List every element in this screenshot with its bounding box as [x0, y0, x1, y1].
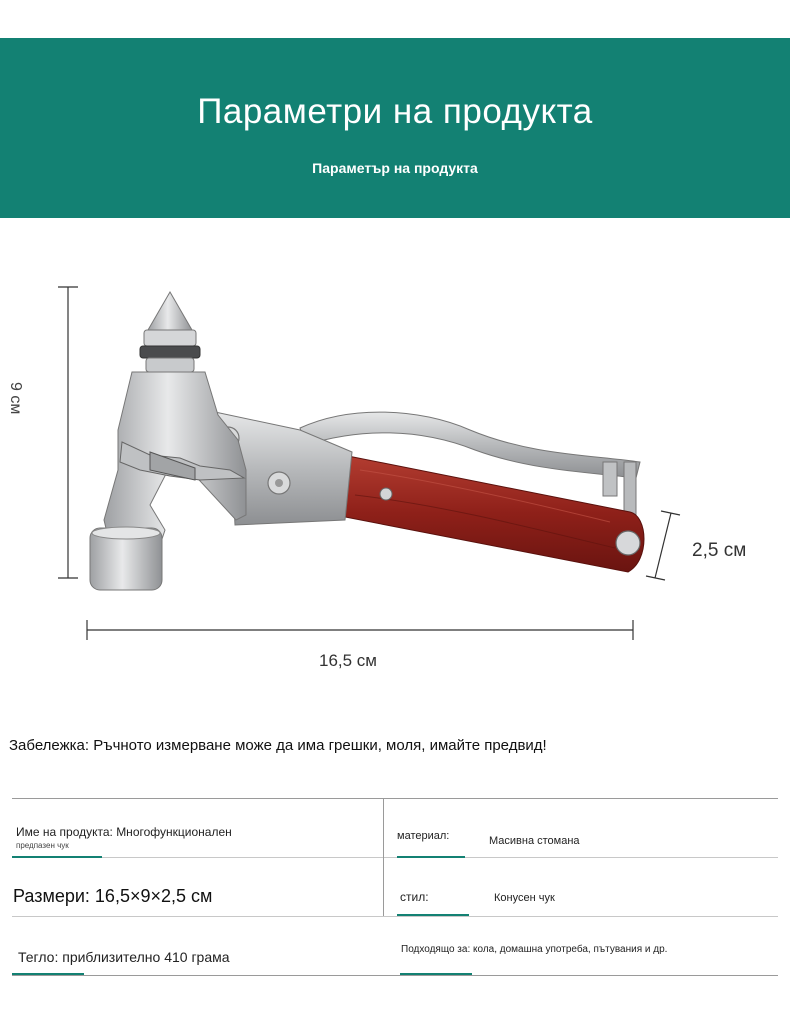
length-dimension-line — [87, 620, 633, 640]
material-value: Масивна стомана — [489, 835, 580, 847]
header-banner — [0, 38, 790, 218]
accent-underline — [12, 973, 84, 975]
suitable-text: Подходящо за: кола, домашна употреба, пътувания и др. — [401, 944, 668, 955]
width-label: 2,5 см — [692, 540, 747, 561]
material-label: материал: — [397, 830, 450, 842]
measurement-note: Забележка: Ръчното измерване може да има грешки, моля, имайте предвид! — [9, 737, 547, 754]
table-bottom-border — [12, 975, 778, 976]
table-row-divider — [12, 857, 778, 858]
width-dimension-line — [646, 511, 680, 580]
banner-subtitle: Параметър на продукта — [312, 160, 478, 176]
style-label: стил: — [400, 890, 429, 904]
dimensions-text: Размери: 16,5×9×2,5 см — [13, 886, 213, 906]
table-top-border — [12, 798, 778, 799]
style-value: Конусен чук — [494, 892, 555, 904]
product-name-line1: Име на продукта: Многофункционален — [16, 825, 232, 839]
hammer-face — [90, 527, 162, 590]
accent-underline — [397, 856, 465, 858]
banner-title: Параметри на продукта — [197, 92, 593, 131]
height-dimension-line — [58, 287, 78, 578]
length-label: 16,5 см — [319, 651, 377, 670]
cone-spike — [140, 292, 200, 372]
pivot-screw — [616, 531, 640, 555]
table-column-divider — [383, 798, 384, 916]
hammer-head — [104, 372, 246, 545]
accent-underline — [400, 973, 472, 975]
accent-underline — [397, 914, 469, 916]
product-figure — [0, 270, 790, 690]
accent-underline — [12, 856, 102, 858]
product-name-line2: предпазен чук — [16, 841, 69, 850]
table-row-divider — [12, 916, 778, 917]
weight-text: Тегло: приблизително 410 грама — [18, 949, 230, 965]
height-label: 9 см — [7, 382, 24, 415]
